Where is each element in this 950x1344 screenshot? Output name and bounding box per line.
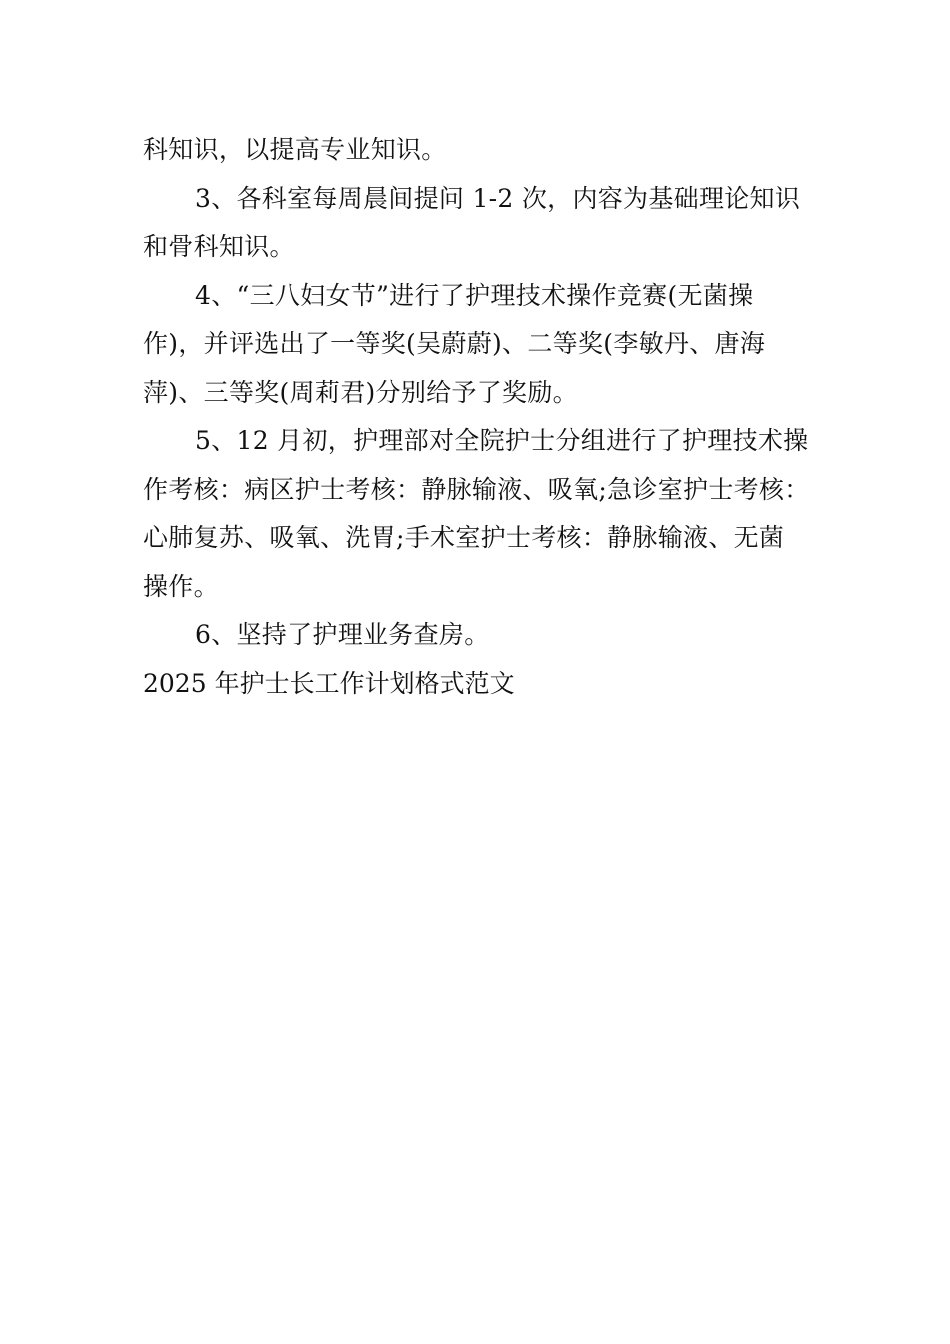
text-line: 6、坚持了护理业务查房。 — [195, 620, 490, 649]
text-line: 操作。 — [143, 571, 219, 601]
text-line: 5、12 月初，护理部对全院护士分组进行了护理技术操 — [195, 426, 809, 455]
text-line: 科知识，以提高专业知识。 — [143, 135, 447, 164]
paragraph-item-6 — [143, 611, 823, 660]
text-line: 萍)、三等奖(周莉君)分别给予了奖励。 — [143, 377, 578, 407]
paragraph-item-5 — [143, 417, 823, 611]
text-line: 作)，并评选出了一等奖(吴蔚蔚)、二等奖(李敏丹、唐海 — [143, 329, 766, 358]
paragraph-continuation — [143, 126, 823, 175]
document-body — [143, 126, 823, 708]
next-section-title: 2025 年护士长工作计划格式范文 — [143, 668, 515, 698]
text-line: 心肺复苏、吸氧、洗胃;手术室护士考核：静脉输液、无菌 — [143, 523, 785, 552]
text-line: 和骨科知识。 — [143, 232, 295, 261]
text-line: 4、“三八妇女节”进行了护理技术操作竞赛(无菌操 — [195, 280, 754, 310]
text-line: 3、各科室每周晨间提问 1-2 次，内容为基础理论知识 — [195, 183, 801, 213]
text-line: 作考核：病区护士考核：静脉输液、吸氧;急诊室护士考核： — [143, 474, 810, 504]
paragraph-item-4 — [143, 272, 823, 418]
paragraph-item-3 — [143, 175, 823, 272]
